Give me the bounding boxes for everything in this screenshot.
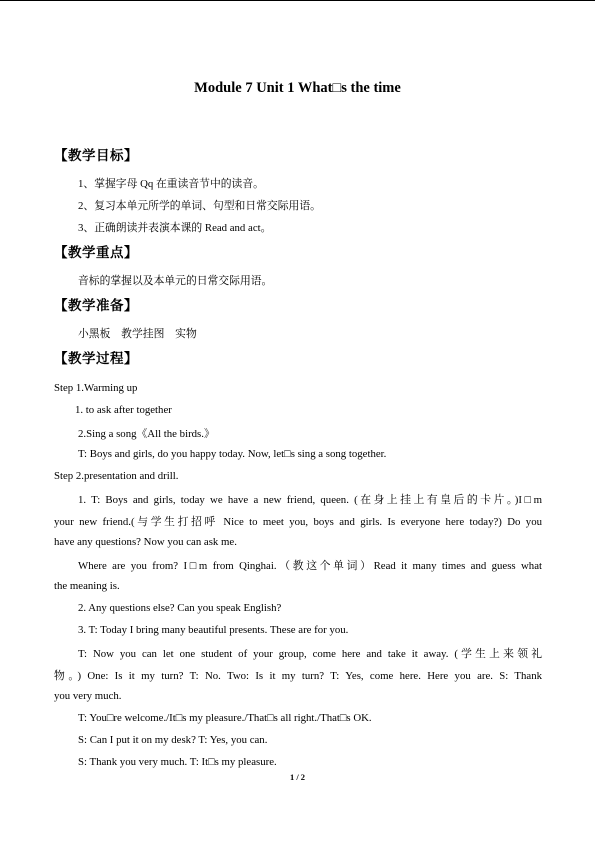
process-line: 1. to ask after together — [75, 404, 172, 416]
key-points-text: 音标的掌握以及本单元的日常交际用语。 — [78, 275, 273, 287]
process-line: T: You□re welcome./It□s my pleasure./That□s all right./That□s OK. — [78, 712, 372, 724]
heading-objectives: 【教学目标】 — [54, 148, 138, 164]
process-line: 2.Sing a song《All the birds.》 — [78, 428, 215, 440]
heading-preparation: 【教学准备】 — [54, 298, 138, 314]
process-line: T: Boys and girls, do you happy today. Now, let□s sing a song together. — [78, 448, 387, 460]
page-top-rule — [0, 0, 595, 1]
process-line: S: Can I put it on my desk? T: Yes, you can. — [78, 734, 268, 746]
objective-item: 1、掌握字母 Qq 在重读音节中的读音。 — [78, 178, 264, 190]
process-line: the meaning is. — [54, 580, 120, 592]
process-line: your new friend.(与学生打招呼 Nice to meet you, boys and girls. Is everyone here today?) Do you — [54, 516, 542, 528]
preparation-text: 小黑板 教学挂图 实物 — [78, 328, 197, 340]
objective-item: 3、正确朗读并表演本课的 Read and act。 — [78, 222, 272, 234]
page-number: 1 / 2 — [289, 772, 306, 782]
heading-key-points: 【教学重点】 — [54, 245, 138, 261]
heading-process: 【教学过程】 — [54, 351, 138, 367]
process-line: you very much. — [54, 690, 122, 702]
process-line: Where are you from? I□m from Qinghai.（教这个单词）Read it many times and guess what — [78, 560, 542, 572]
process-line: 3. T: Today I bring many beautiful presents. These are for you. — [78, 624, 349, 636]
process-line: 物。) One: Is it my turn? T: No. Two: Is it my turn? T: Yes, come here. Here you are. S: Thank — [54, 670, 542, 682]
process-line: Step 1.Warming up — [54, 382, 138, 394]
process-line: Step 2.presentation and drill. — [54, 470, 179, 482]
process-line: have any questions? Now you can ask me. — [54, 536, 237, 548]
objective-item: 2、复习本单元所学的单词、句型和日常交际用语。 — [78, 200, 321, 212]
document-title: Module 7 Unit 1 What□s the time — [194, 80, 401, 96]
process-line: 1. T: Boys and girls, today we have a new friend, queen. (在身上挂上有皇后的卡片。)I□m — [78, 494, 542, 506]
process-line: 2. Any questions else? Can you speak English? — [78, 602, 282, 614]
process-line: S: Thank you very much. T: It□s my pleasure. — [78, 756, 277, 768]
process-line: T: Now you can let one student of your group, come here and take it away. (学生上来领礼 — [78, 648, 542, 660]
